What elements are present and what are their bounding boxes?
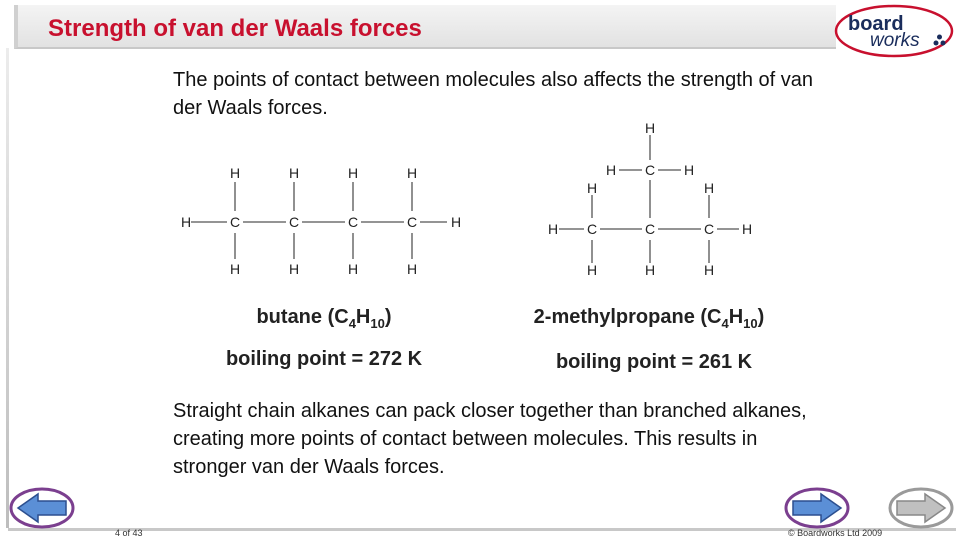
hydrogen-atom: H <box>703 262 715 278</box>
butane-name: butane $(C_4H_{10})$ <box>256 306 392 331</box>
carbon-atom: C <box>586 221 598 237</box>
left-border <box>6 48 9 528</box>
hydrogen-atom: H <box>644 120 656 136</box>
carbon-atom: C <box>288 214 300 230</box>
arrow-left-icon <box>8 486 76 530</box>
svg-text:board: board <box>848 13 904 35</box>
hydrogen-atom: H <box>406 165 418 181</box>
previous-slide-button[interactable] <box>8 486 76 530</box>
hydrogen-atom: H <box>547 221 559 237</box>
hydrogen-atom: H <box>229 261 241 277</box>
methylpropane-name: 2-methylpropane $(C_4H_{10})$ <box>533 306 765 331</box>
methylpropane-boiling-point: boiling point = 261 K <box>555 351 753 373</box>
carbon-atom: C <box>644 221 656 237</box>
hydrogen-atom: H <box>741 221 753 237</box>
carbon-atom: C <box>644 162 656 178</box>
butane-structure <box>175 155 475 285</box>
hydrogen-atom: H <box>586 262 598 278</box>
slide-title: Strength of van der Waals forces <box>48 15 422 42</box>
hydrogen-atom: H <box>703 180 715 196</box>
title-bar <box>14 5 836 49</box>
intro-text: The points of contact between molecules also affects the strength of van der Waals forces. <box>173 69 814 119</box>
hydrogen-atom: H <box>288 165 300 181</box>
methylpropane-structure <box>540 115 770 285</box>
carbon-atom: C <box>406 214 418 230</box>
hydrogen-atom: H <box>605 162 617 178</box>
hydrogen-atom: H <box>586 180 598 196</box>
carbon-atom: C <box>347 214 359 230</box>
carbon-atom: C <box>703 221 715 237</box>
hydrogen-atom: H <box>347 261 359 277</box>
hydrogen-atom: H <box>683 162 695 178</box>
forward-button[interactable] <box>887 486 955 530</box>
hydrogen-atom: H <box>229 165 241 181</box>
summary-text: Straight chain alkanes can pack closer together than branched alkanes, creating more points of contact between molecules. This results in stronger van der Waals forces. <box>173 400 807 478</box>
hydrogen-atom: H <box>180 214 192 230</box>
hydrogen-atom: H <box>406 261 418 277</box>
copyright: © Boardworks Ltd 2009 <box>788 528 883 538</box>
carbon-atom: C <box>229 214 241 230</box>
boardworks-logo <box>832 2 956 60</box>
hydrogen-atom: H <box>288 261 300 277</box>
hydrogen-atom: H <box>347 165 359 181</box>
butane-boiling-point: boiling point = 272 K <box>225 348 423 370</box>
svg-text:works: works <box>870 30 920 51</box>
arrow-right-grey-icon <box>887 486 955 530</box>
hydrogen-atom: H <box>450 214 462 230</box>
page-number: 4 of 43 <box>115 528 143 538</box>
next-slide-button[interactable] <box>783 486 851 530</box>
hydrogen-atom: H <box>644 262 656 278</box>
arrow-right-icon <box>783 486 851 530</box>
